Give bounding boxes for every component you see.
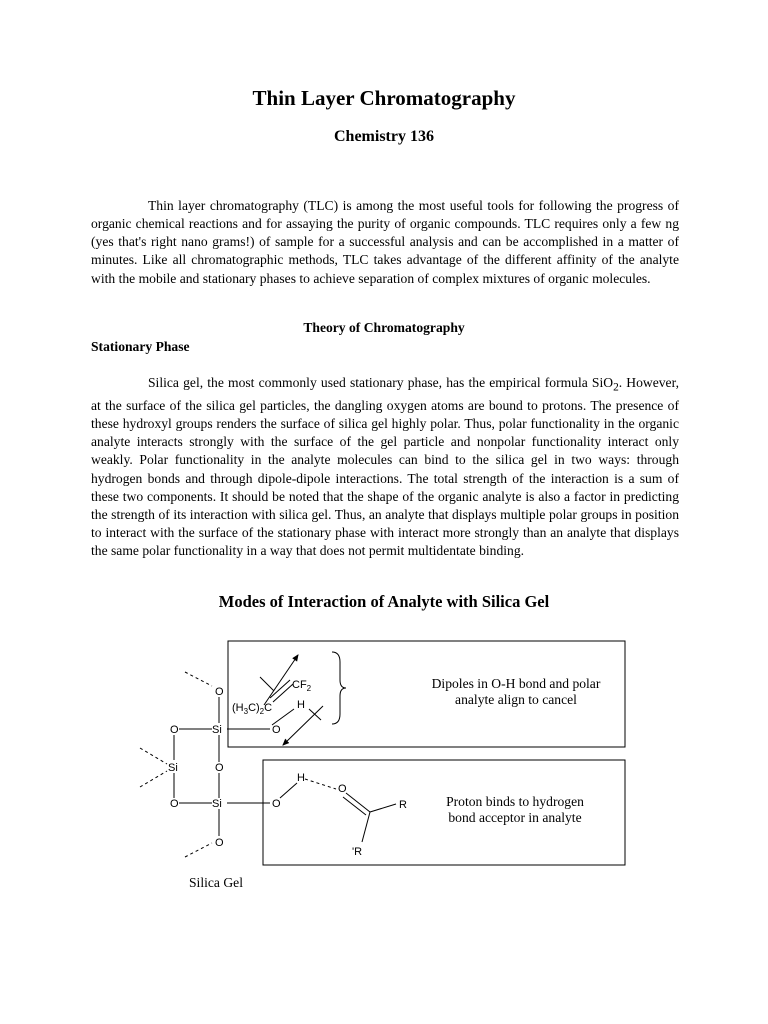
document-title: Thin Layer Chromatography xyxy=(252,86,516,110)
paragraph-text-rest: . However, at the surface of the silica gel particles, the dangling oxygen atoms are bound to protons. The presence of these hydroxyl groups renders the surface of silica gel highly polar. Thus, polar functionality in the organic analyte interacts strongly with the surface of the gel particle and nonpolar functionality interact only weakly. Polar functionality in the analyte molecules can bind to the silica gel in two ways: through hydrogen bonds and through dipole-dipole interactions. The total strength of the interaction is a sum of these two components. It should be noted that the shape of the organic analyte is also a factor in predicting the strength of its interaction with silica gel. Thus, an analyte that displays multiple polar groups in position to interact with the surface of the stationary phase with interact more strongly than an analyte that displays the same polar functionality in a way that does not permit multidentate binding. xyxy=(91,375,679,559)
silicon-atom: Si xyxy=(168,762,178,774)
box2-caption-line1: Proton binds to hydrogen xyxy=(446,794,584,809)
document-subtitle: Chemistry 136 xyxy=(334,128,434,145)
paragraph-text-start: Silica gel, the most commonly used stationary phase, has the empirical formula SiO xyxy=(148,375,614,390)
oxygen-atom: O xyxy=(338,783,347,795)
r-prime-group: 'R xyxy=(352,846,363,858)
hydrogen-atom: H xyxy=(297,699,305,711)
silica-gel-label: Silica Gel xyxy=(189,875,243,890)
oxygen-atom: O xyxy=(215,762,224,774)
oxygen-atom: O xyxy=(215,837,224,849)
r-group: R xyxy=(399,799,407,811)
silica-bonds xyxy=(174,697,396,842)
oxygen-atom: O xyxy=(215,686,224,698)
dimethyl-carbon-group: $(H_3C)_2C$ xyxy=(232,702,273,716)
silicon-atom: Si xyxy=(212,724,222,736)
figure-title: Modes of Interaction of Analyte with Silica Gel xyxy=(218,592,550,611)
hydrogen-atom: H xyxy=(297,772,305,784)
atom-labels xyxy=(168,679,407,858)
oxygen-atom: O xyxy=(170,724,179,736)
silicon-atom: Si xyxy=(212,798,222,810)
oxygen-atom: O xyxy=(272,724,281,736)
box2-caption-line2: bond acceptor in analyte xyxy=(448,810,582,825)
cf2-group: $CF_2$ xyxy=(292,679,312,693)
box1-caption-line1: Dipoles in O-H bond and polar xyxy=(431,676,601,691)
formula-subscript: 2 xyxy=(613,381,619,394)
intro-paragraph: Thin layer chromatography (TLC) is among the most useful tools for following the progress of organic chemical reactions and for assaying the purity of organic compounds. TLC requires only a few ng (yes that's right nano grams!) of sample for a successful analysis and can be accomplished in a matter of minutes. Like all chromatographic methods, TLC takes advantage of the different affinity of the analyte with the mobile and stationary phases to achieve separation of complex mixtures of organic molecules. xyxy=(91,198,679,286)
oxygen-atom: O xyxy=(170,798,179,810)
box1-caption-line2: analyte align to cancel xyxy=(455,692,577,707)
oxygen-atom: O xyxy=(272,798,281,810)
sub-heading: Stationary Phase xyxy=(91,339,190,354)
section-heading: Theory of Chromatography xyxy=(303,320,465,335)
